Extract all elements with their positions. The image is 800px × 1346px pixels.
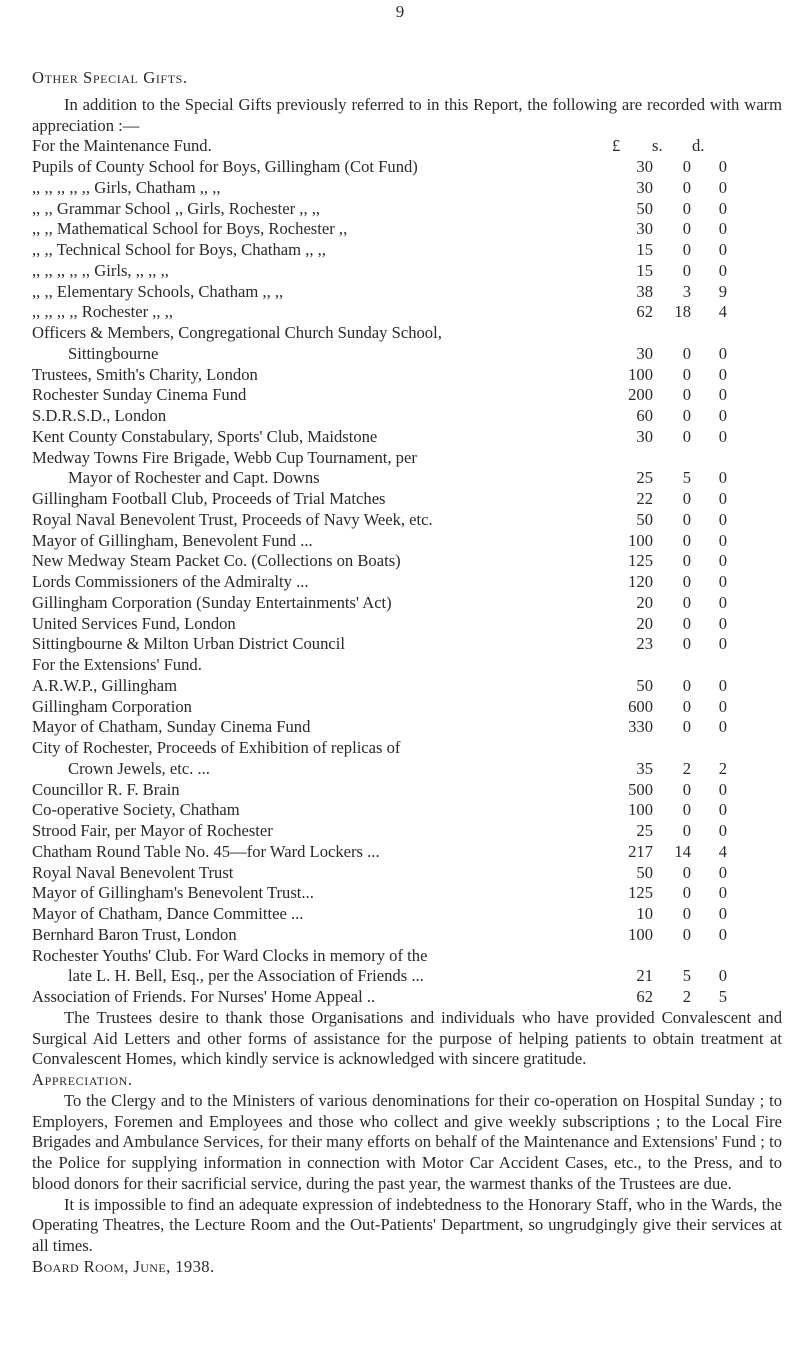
shillings-value: 5: [682, 966, 691, 986]
gift-description: ,, ,, Grammar School ,, Girls, Rochester ,, ,,: [32, 198, 321, 218]
gift-description: Pupils of County School for Boys, Gillingham (Cot Fund): [32, 157, 418, 176]
pounds-value: 50: [636, 198, 653, 218]
pounds-value: 30: [636, 219, 653, 239]
pence-value: 5: [718, 987, 727, 1006]
gift-description: Rochester Youths' Club. For Ward Clocks in memory of the: [32, 945, 428, 965]
shillings-value: 0: [682, 572, 691, 591]
gift-description: A.R.W.P., Gillingham: [32, 675, 178, 695]
pence-value: 0: [718, 343, 727, 363]
pounds-value: 50: [636, 862, 653, 882]
pence-value: 0: [718, 966, 727, 986]
gift-row: [32, 842, 782, 863]
gift-row: [32, 178, 782, 199]
pounds-value: 50: [636, 675, 653, 695]
pence-value: 0: [718, 779, 727, 799]
shillings-value: 0: [682, 198, 691, 218]
gift-description: ,, ,, Mathematical School for Boys, Rochester ,,: [32, 219, 348, 239]
shillings-value: 5: [682, 468, 691, 488]
pence-value: 0: [718, 240, 727, 259]
shillings-value: 0: [682, 489, 691, 508]
gift-row: [32, 551, 782, 572]
pounds-value: 30: [636, 157, 653, 176]
pence-value: 0: [718, 198, 727, 218]
pounds-value: 100: [628, 364, 653, 384]
pence-value: 0: [718, 530, 727, 550]
gift-row: [32, 240, 782, 261]
maintenance-gift-list: [32, 157, 782, 655]
gift-row: [32, 531, 782, 552]
gift-row: [32, 406, 782, 427]
gift-row: [32, 302, 782, 323]
shillings-value: 0: [682, 364, 691, 384]
pounds-value: 23: [636, 634, 653, 654]
gift-row: [32, 510, 782, 531]
gift-row: [32, 904, 782, 925]
pence-value: 0: [718, 157, 727, 176]
pounds-value: 125: [628, 883, 653, 903]
gift-description: Kent County Constabulary, Sports' Club, Maidstone: [32, 426, 378, 446]
pence-column-header: d.: [692, 136, 705, 156]
shillings-value: 2: [682, 758, 691, 778]
pounds-value: 15: [636, 240, 653, 259]
shillings-value: 0: [682, 675, 691, 695]
gift-description: Rochester Sunday Cinema Fund: [32, 385, 247, 405]
pence-value: 0: [718, 385, 727, 405]
shillings-value: 0: [682, 426, 691, 446]
pounds-value: 330: [628, 717, 653, 737]
shillings-value: 0: [682, 883, 691, 903]
gift-description: Sittingbourne: [68, 343, 159, 363]
gift-row: [32, 282, 782, 303]
gift-row: [32, 925, 782, 946]
shillings-value: 0: [682, 592, 691, 612]
trustees-paragraph: The Trustees desire to thank those Organisations and individuals who have provided Convalescent and Surgical Aid Letters and other forms of assistance for the purpose of helping patients to obtain treatment at Convalescent Homes, which kindly service is acknowledged with sincere gratitude.: [32, 1007, 782, 1069]
shillings-value: 0: [682, 530, 691, 550]
pounds-value: 22: [636, 489, 653, 508]
gift-row: [32, 593, 782, 614]
pounds-value: 20: [636, 592, 653, 612]
pounds-value: 25: [636, 468, 653, 488]
gift-description: S.D.R.S.D., London: [32, 406, 167, 425]
gift-row: [32, 219, 782, 240]
gift-description: Association of Friends. For Nurses' Home Appeal ..: [32, 987, 376, 1006]
pounds-value: 15: [636, 260, 653, 280]
gift-row: [32, 759, 782, 780]
gift-description: Royal Naval Benevolent Trust, Proceeds of Navy Week, etc.: [32, 509, 433, 529]
shillings-value: 14: [674, 841, 691, 861]
gift-description: Mayor of Chatham, Sunday Cinema Fund: [32, 717, 311, 737]
gift-description: late L. H. Bell, Esq., per the Association of Friends ...: [68, 966, 424, 986]
gift-row: [32, 489, 782, 510]
gift-row: [32, 385, 782, 406]
gift-description: United Services Fund, London: [32, 613, 236, 633]
appreciation-paragraph: To the Clergy and to the Ministers of various denominations for their co-operation on Hospital Sunday ; to Employers, Foremen and Employees and those who collect and give weekly subscriptions ; to the Local Fire Brigades and Ambulance Services, for their many efforts on behalf of the Maintenance and Extensions' Fund ; to the Police for supplying information in connection with Motor Car Accident Cases, etc., to the Press, and to blood donors for their sacrificial service, during the past year, the warmest thanks of the Trustees are due.: [32, 1090, 782, 1193]
gift-description: Councillor R. F. Brain: [32, 779, 180, 799]
pounds-value: 21: [636, 966, 653, 986]
gift-description: New Medway Steam Packet Co. (Collections on Boats): [32, 551, 401, 571]
pence-value: 4: [718, 302, 727, 322]
signoff: Board Room, June, 1938.: [32, 1256, 215, 1276]
gift-row: [32, 863, 782, 884]
gift-row: [32, 883, 782, 904]
pence-value: 0: [718, 509, 727, 529]
pounds-value: 100: [628, 800, 653, 820]
pounds-value: 30: [636, 426, 653, 446]
pence-value: 0: [718, 862, 727, 882]
pounds-value: 120: [628, 572, 653, 591]
pounds-value: 100: [628, 924, 653, 944]
gift-row: [32, 676, 782, 697]
pence-value: 0: [718, 883, 727, 903]
pence-value: 0: [718, 696, 727, 716]
section-heading: Other Special Gifts.: [32, 68, 188, 87]
pence-value: 0: [718, 924, 727, 944]
pence-value: 0: [718, 572, 727, 591]
indebtedness-paragraph: It is impossible to find an adequate expression of indebtedness to the Honorary Staff, who in the Wards, the Operating Theatres, the Lecture Room and the Out-Patients' Department, so ungrudgingly give their services at all times.: [32, 1194, 782, 1255]
gift-description: ,, ,, Elementary Schools, Chatham ,, ,,: [32, 281, 284, 301]
gift-row: [32, 365, 782, 386]
pence-value: 9: [718, 281, 727, 301]
shillings-value: 0: [682, 924, 691, 944]
gift-row: [32, 572, 782, 593]
gift-row: [32, 821, 782, 842]
pounds-value: 10: [636, 904, 653, 923]
pence-value: 0: [718, 551, 727, 571]
gift-row: [32, 946, 782, 967]
gift-description: Bernhard Baron Trust, London: [32, 924, 237, 944]
shillings-value: 0: [682, 385, 691, 405]
gift-description: ,, ,, ,, ,, ,, Girls, Chatham ,, ,,: [32, 177, 221, 197]
gift-row: [32, 199, 782, 220]
gift-description: Co-operative Society, Chatham: [32, 800, 240, 820]
pence-value: 2: [718, 758, 727, 778]
gift-description: Gillingham Football Club, Proceeds of Trial Matches: [32, 489, 386, 508]
gift-description: Royal Naval Benevolent Trust: [32, 862, 234, 882]
gift-description: Mayor of Gillingham, Benevolent Fund ...: [32, 530, 313, 550]
gift-description: Chatham Round Table No. 45—for Ward Lockers ...: [32, 841, 380, 861]
pence-value: 0: [718, 634, 727, 654]
pounds-value: 100: [628, 530, 653, 550]
pounds-value: 20: [636, 613, 653, 633]
shillings-value: 0: [682, 821, 691, 840]
pence-value: 0: [718, 426, 727, 446]
shillings-value: 0: [682, 613, 691, 633]
intro-paragraph: In addition to the Special Gifts previously referred to in this Report, the following are recorded with warm appreciation :—: [32, 94, 782, 135]
gift-description: Trustees, Smith's Charity, London: [32, 364, 258, 384]
pence-value: 0: [718, 468, 727, 488]
document-body: [32, 68, 782, 1278]
pence-value: 0: [718, 260, 727, 280]
pounds-value: 60: [636, 406, 653, 425]
maintenance-header-row: [32, 136, 782, 157]
gift-description: ,, ,, ,, ,, Rochester ,, ,,: [32, 302, 174, 322]
pence-value: 0: [718, 489, 727, 508]
pounds-value: 200: [628, 385, 653, 405]
shillings-value: 0: [682, 862, 691, 882]
gift-row: [32, 738, 782, 759]
pounds-value: 30: [636, 343, 653, 363]
gift-row: [32, 157, 782, 178]
pence-value: 0: [718, 364, 727, 384]
pounds-value: 217: [628, 841, 653, 861]
shillings-value: 0: [682, 779, 691, 799]
shillings-value: 0: [682, 717, 691, 737]
shillings-value: 0: [682, 177, 691, 197]
gift-row: [32, 427, 782, 448]
pounds-value: 35: [636, 758, 653, 778]
pounds-value: 50: [636, 509, 653, 529]
pence-value: 4: [718, 841, 727, 861]
pence-value: 0: [718, 904, 727, 923]
gift-row: [32, 987, 782, 1008]
gift-description: Sittingbourne & Milton Urban District Council: [32, 634, 345, 654]
shillings-value: 3: [682, 281, 691, 301]
pence-value: 0: [718, 219, 727, 239]
shillings-value: 0: [682, 219, 691, 239]
pounds-value: 600: [628, 696, 653, 716]
shillings-column-header: s.: [652, 136, 663, 156]
gift-row: [32, 634, 782, 655]
shillings-value: 2: [682, 987, 691, 1006]
pence-value: 0: [718, 406, 727, 425]
gift-description: City of Rochester, Proceeds of Exhibition of replicas of: [32, 738, 401, 757]
shillings-value: 0: [682, 904, 691, 923]
gift-row: [32, 697, 782, 718]
shillings-value: 0: [682, 406, 691, 425]
gift-description: Mayor of Rochester and Capt. Downs: [68, 468, 320, 488]
pence-value: 0: [718, 592, 727, 612]
gift-row: [32, 800, 782, 821]
gift-row: [32, 614, 782, 635]
pounds-value: 125: [628, 551, 653, 571]
pence-value: 0: [718, 613, 727, 633]
shillings-value: 0: [682, 696, 691, 716]
pence-value: 0: [718, 717, 727, 737]
pounds-value: 25: [636, 821, 653, 840]
gift-description: ,, ,, Technical School for Boys, Chatham ,, ,,: [32, 240, 326, 259]
gift-row: [32, 344, 782, 365]
gift-description: Medway Towns Fire Brigade, Webb Cup Tournament, per: [32, 447, 417, 467]
pounds-value: 500: [628, 779, 653, 799]
gift-row: [32, 717, 782, 738]
shillings-value: 0: [682, 800, 691, 820]
gift-row: [32, 323, 782, 344]
maintenance-fund-label: For the Maintenance Fund.: [32, 136, 212, 156]
gift-description: ,, ,, ,, ,, ,, Girls, ,, ,, ,,: [32, 260, 169, 280]
shillings-value: 0: [682, 260, 691, 280]
extensions-header-row: [32, 655, 782, 676]
shillings-value: 0: [682, 509, 691, 529]
shillings-value: 0: [682, 240, 691, 259]
shillings-value: 0: [682, 634, 691, 654]
pounds-column-header: £: [612, 136, 621, 156]
pounds-value: 38: [636, 281, 653, 301]
extensions-gift-list: [32, 676, 782, 1008]
gift-row: [32, 261, 782, 282]
pounds-value: 30: [636, 177, 653, 197]
gift-row: [32, 780, 782, 801]
pence-value: 0: [718, 675, 727, 695]
pounds-value: 62: [636, 302, 653, 322]
gift-description: Lords Commissioners of the Admiralty ...: [32, 572, 309, 591]
shillings-value: 0: [682, 551, 691, 571]
gift-description: Strood Fair, per Mayor of Rochester: [32, 821, 273, 840]
gift-description: Mayor of Gillingham's Benevolent Trust...: [32, 883, 314, 903]
page-number: 9: [395, 2, 405, 21]
shillings-value: 0: [682, 343, 691, 363]
appreciation-heading: Appreciation.: [32, 1070, 133, 1089]
gift-description: Mayor of Chatham, Dance Committee ...: [32, 904, 304, 923]
gift-description: Crown Jewels, etc. ...: [68, 758, 210, 778]
shillings-value: 0: [682, 157, 691, 176]
extensions-fund-label: For the Extensions' Fund.: [32, 655, 202, 674]
gift-row: [32, 966, 782, 987]
gift-description: Gillingham Corporation (Sunday Entertainments' Act): [32, 592, 392, 612]
pence-value: 0: [718, 821, 727, 840]
shillings-value: 18: [674, 302, 691, 322]
pounds-value: 62: [636, 987, 653, 1006]
gift-description: Officers & Members, Congregational Church Sunday School,: [32, 323, 442, 342]
pence-value: 0: [718, 800, 727, 820]
gift-row: [32, 448, 782, 469]
gift-description: Gillingham Corporation: [32, 696, 192, 716]
gift-row: [32, 468, 782, 489]
pence-value: 0: [718, 177, 727, 197]
